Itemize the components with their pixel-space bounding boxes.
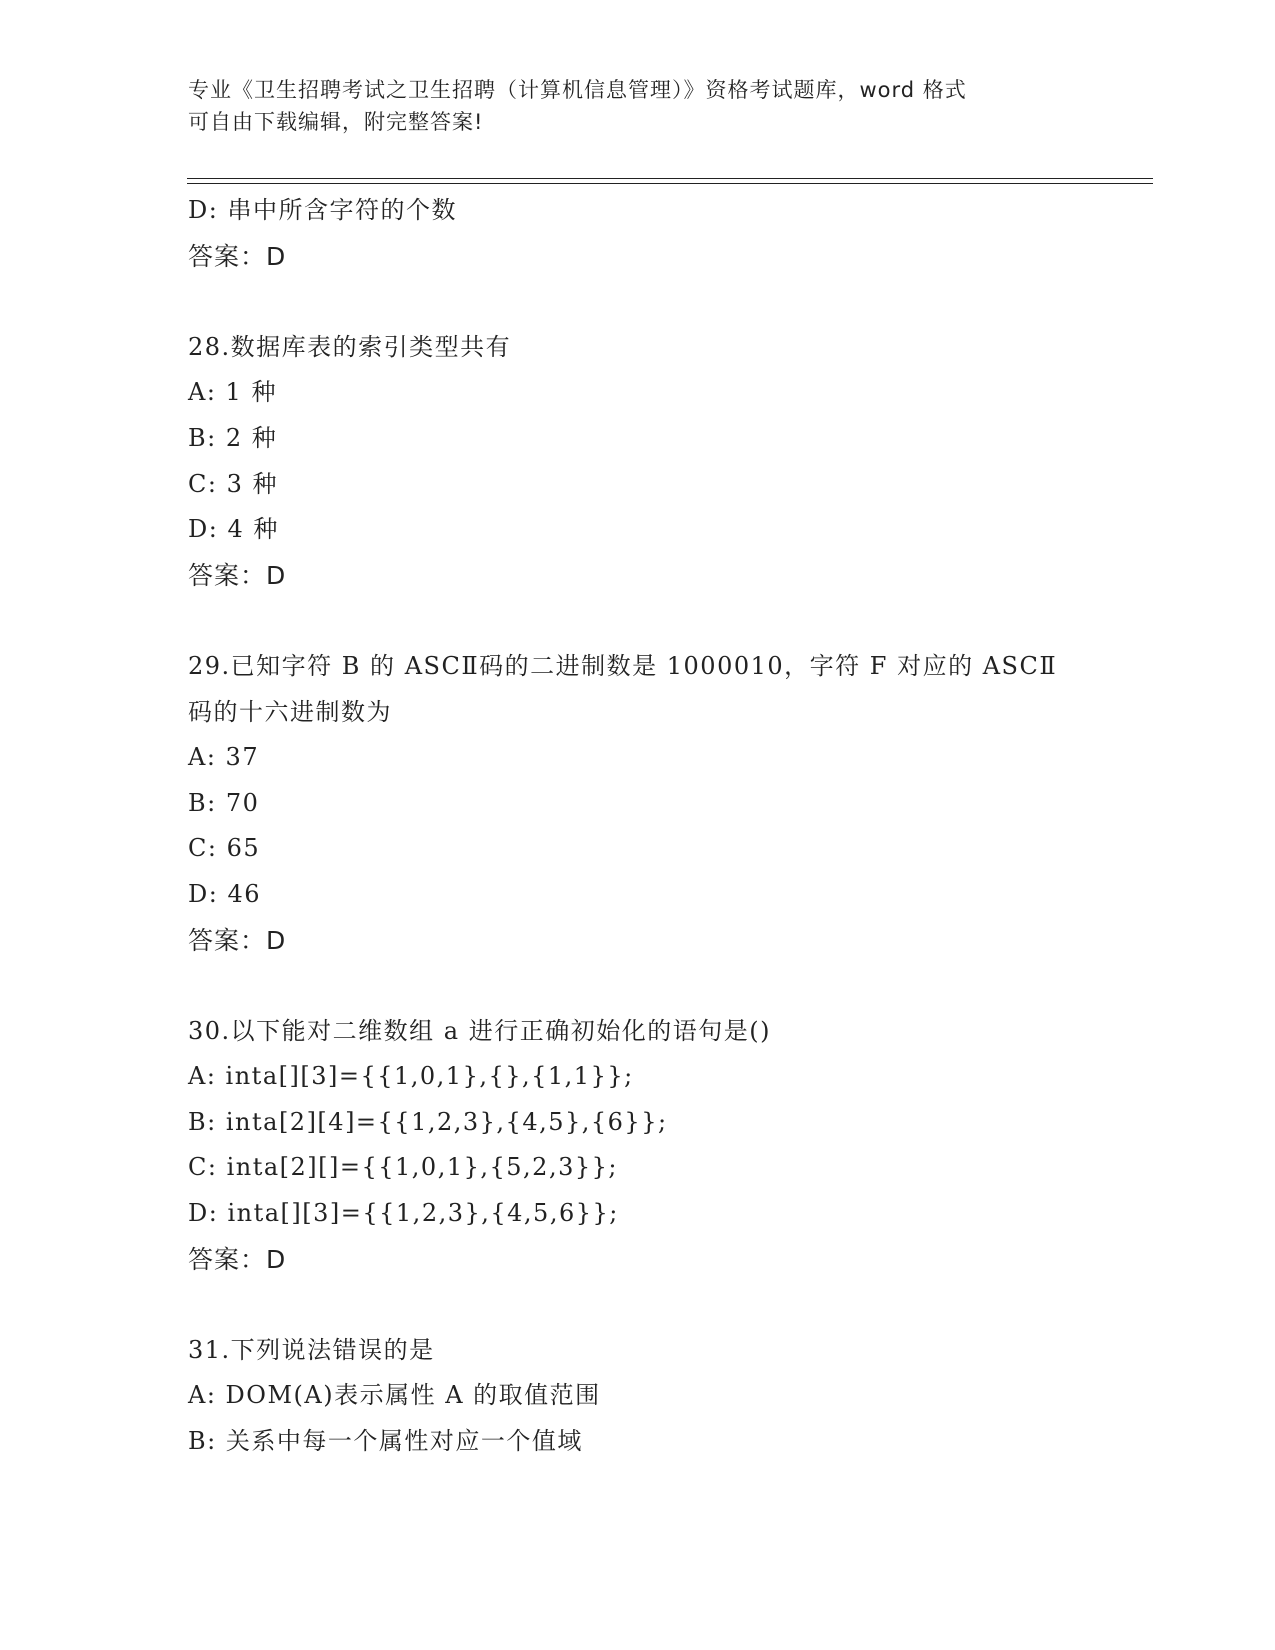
question-30-option-d: D: inta[][3]={{1,2,3},{4,5,6}}; — [188, 1199, 619, 1228]
question-29-option-d: D: 46 — [188, 879, 261, 908]
header-line-2: 可自由下载编辑，附完整答案! — [188, 110, 484, 134]
question-29-answer: 答案：D — [188, 925, 287, 955]
question-28-option-d: D: 4 种 — [188, 515, 279, 544]
question-28-option-a: A: 1 种 — [188, 378, 277, 407]
question-31-stem: 31.下列说法错误的是 — [188, 1335, 435, 1364]
question-30-option-a: A: inta[][3]={{1,0,1},{},{1,1}}; — [188, 1062, 634, 1091]
question-30-stem: 30.以下能对二维数组 a 进行正确初始化的语句是() — [188, 1016, 771, 1045]
header-divider-bottom — [187, 183, 1153, 184]
question-31-option-a: A: DOM(A)表示属性 A 的取值范围 — [188, 1381, 601, 1410]
question-31-option-b: B: 关系中每一个属性对应一个值域 — [188, 1427, 583, 1456]
prev-answer: 答案：D — [188, 241, 287, 271]
question-28-stem: 28.数据库表的索引类型共有 — [188, 332, 512, 361]
question-30-answer: 答案：D — [188, 1244, 287, 1274]
question-28-option-c: C: 3 种 — [188, 469, 278, 498]
spacer — [188, 598, 1088, 644]
prev-option-d: D: 串中所含字符的个数 — [188, 196, 457, 224]
question-list — [188, 188, 1088, 1465]
question-28-answer: 答案：D — [188, 560, 287, 590]
question-29-option-c: C: 65 — [188, 834, 261, 863]
question-29-stem-line-1: 29.已知字符 B 的 ASCⅡ码的二进制数是 1000010，字符 F 对应的 ASCⅡ — [188, 651, 1058, 680]
header-line-1: 专业《卫生招聘考试之卫生招聘（计算机信息管理）》资格考试题库，word 格式 — [188, 78, 967, 102]
question-29-stem-line-2: 码的十六进制数为 — [188, 697, 392, 726]
spacer — [188, 963, 1088, 1009]
question-30-option-b: B: inta[2][4]={{1,2,3},{4,5},{6}}; — [188, 1107, 668, 1136]
document-header — [188, 74, 1088, 138]
question-29-option-b: B: 70 — [188, 788, 260, 817]
question-30-option-c: C: inta[2][]={{1,0,1},{5,2,3}}; — [188, 1153, 618, 1182]
spacer — [188, 279, 1088, 325]
header-divider-top — [187, 178, 1153, 179]
question-28-option-b: B: 2 种 — [188, 423, 278, 452]
question-29-option-a: A: 37 — [188, 743, 260, 772]
spacer — [188, 1282, 1088, 1328]
